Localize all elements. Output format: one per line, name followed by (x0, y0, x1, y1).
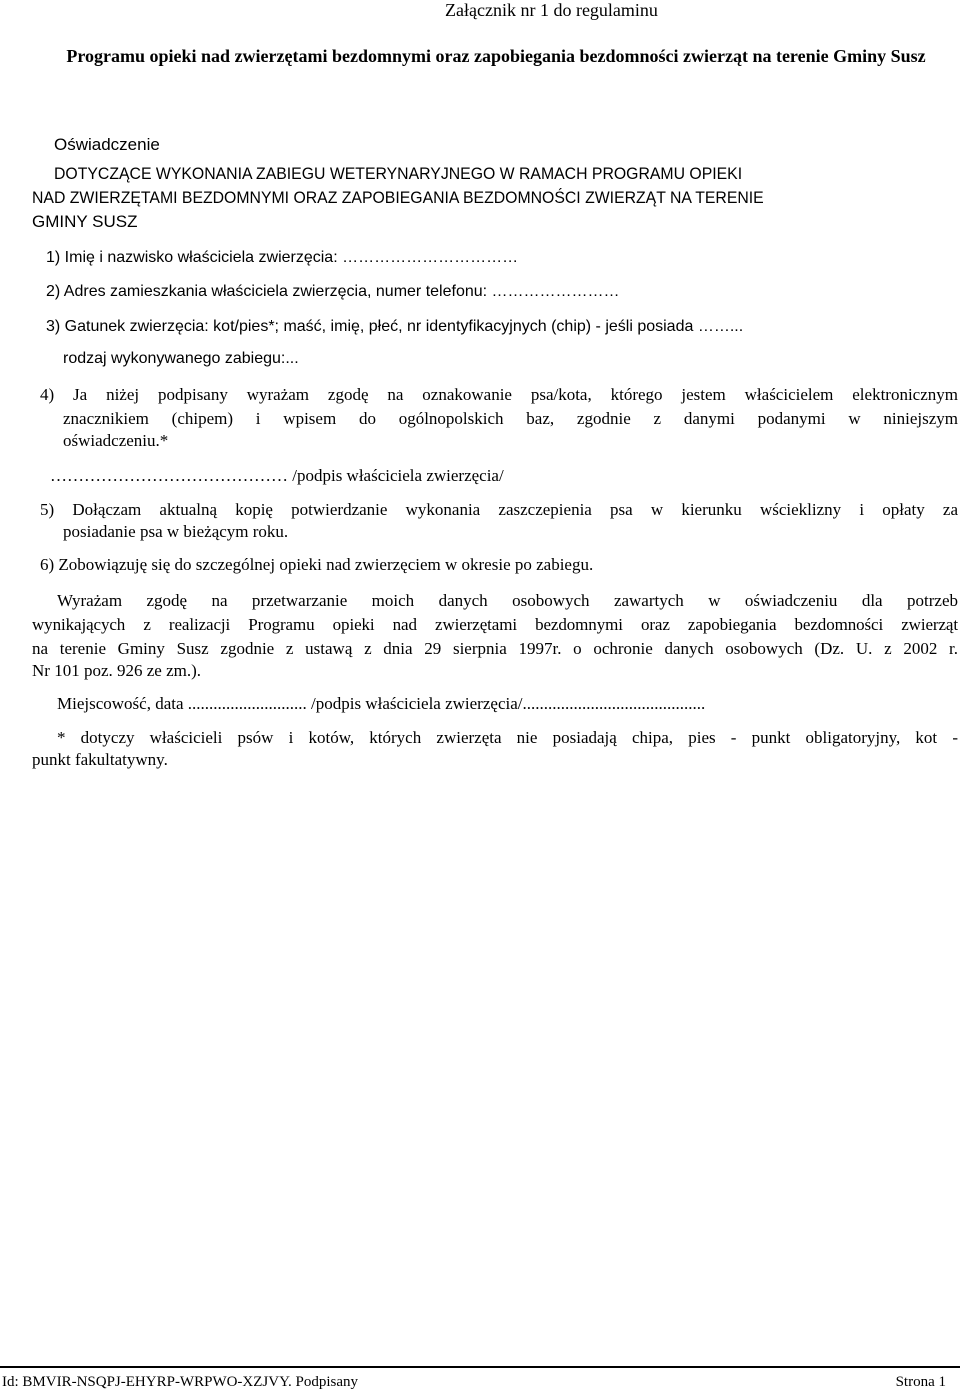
footnote-line1: * dotyczy właścicieli psów i kotów, których zwierzęta nie posiadają chipa, pies - punkt obligatoryjny, kot - (57, 728, 958, 747)
declaration-heading-line3: GMINY SUSZ (32, 212, 138, 231)
item-consent-chip-line2: znacznikiem (chipem) i wpisem do ogólnopolskich baz, zgodnie z danymi podanymi w niniejszym (63, 409, 958, 428)
declaration-heading-line1: DOTYCZĄCE WYKONANIA ZABIEGU WETERYNARYJNEGO W RAMACH PROGRAMU OPIEKI (54, 164, 743, 183)
item-consent-chip-line3: oświadczeniu.* (63, 431, 169, 450)
item-vaccination-line2: posiadanie psa w bieżącym roku. (63, 522, 289, 541)
item-animal-species: 3) Gatunek zwierzęcia: kot/pies*; maść, imię, płeć, nr identyfikacyjnych (chip) - jeśli posiada ……... (46, 318, 744, 335)
place-date-signature-line: Miejscowość, data ............................ /podpis właściciela zwierzęcia/........................................... (57, 694, 706, 713)
page-number: Strona 1 (895, 1374, 946, 1390)
item-owner-name: 1) Imię i nazwisko właściciela zwierzęcia: …………………………… (46, 249, 519, 266)
owner-signature-line: …………………………………… /podpis właściciela zwierzęcia/ (50, 466, 504, 485)
document-id: Id: BMVIR-NSQPJ-EHYRP-WRPWO-XZJVY. Podpisany (2, 1374, 358, 1390)
item-procedure-type: rodzaj wykonywanego zabiegu:... (63, 350, 299, 367)
footnote-line2: punkt fakultatywny. (32, 750, 168, 769)
declaration-heading-line2: NAD ZWIERZĘTAMI BEZDOMNYMI ORAZ ZAPOBIEGANIA BEZDOMNOŚCI ZWIERZĄT NA TERENIE (32, 188, 764, 207)
consent-line4: Nr 101 poz. 926 ze zm.). (32, 661, 202, 680)
annex-label: Załącznik nr 1 do regulaminu (445, 0, 658, 20)
item-vaccination-line1: 5) Dołączam aktualną kopię potwierdzanie wykonania zaszczepienia psa w kierunku wścieklizny i opłaty za (40, 500, 958, 519)
consent-line3: na terenie Gminy Susz zgodnie z ustawą z dnia 29 sierpnia 1997r. o ochronie danych osobowych (Dz. U. z 2002 r. (32, 639, 958, 658)
program-title: Programu opieki nad zwierzętami bezdomnymi oraz zapobiegania bezdomności zwierząt na terenie Gminy Susz (66, 46, 926, 66)
declaration-label: Oświadczenie (54, 135, 160, 154)
item-care-commitment: 6) Zobowiązuję się do szczególnej opieki nad zwierzęciem w okresie po zabiegu. (40, 555, 594, 574)
item-consent-chip-line1: 4) Ja niżej podpisany wyrażam zgodę na oznakowanie psa/kota, którego jestem właścicielem elektronicznym (40, 385, 958, 404)
consent-line1: Wyrażam zgodę na przetwarzanie moich danych osobowych zawartych w oświadczeniu dla potrzeb (57, 591, 958, 610)
item-owner-address: 2) Adres zamieszkania właściciela zwierzęcia, numer telefonu: …………………… (46, 283, 620, 300)
footer-divider (0, 1366, 960, 1368)
consent-line2: wynikających z realizacji Programu opieki nad zwierzętami bezdomnymi oraz zapobiegania bezdomności zwierząt (32, 615, 958, 634)
